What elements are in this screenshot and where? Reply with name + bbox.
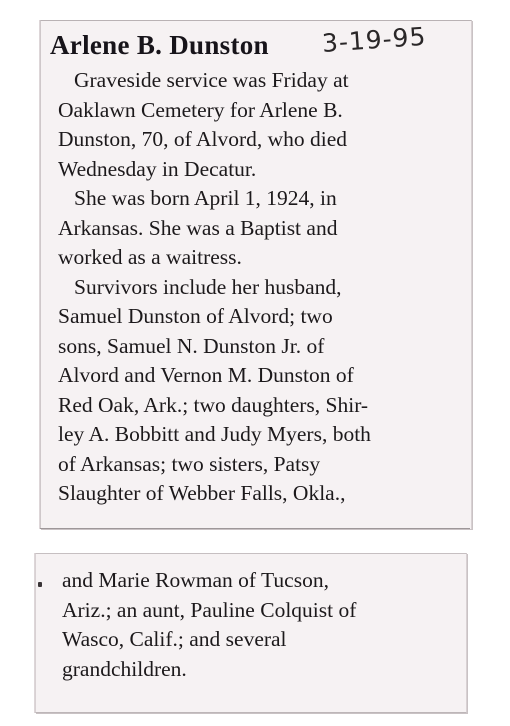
text-line: Dunston, 70, of Alvord, who died — [58, 127, 348, 151]
text-line: sons, Samuel N. Dunston Jr. of — [58, 333, 325, 358]
clipping-edge-line — [40, 528, 470, 529]
obituary-body-top — [58, 66, 371, 509]
text-line: Oaklawn Cemetery for Arlene B. — [58, 97, 343, 122]
obituary-title: Arlene B. Dunston — [50, 30, 269, 60]
text-line: Samuel Dunston of Alvord; two — [58, 304, 333, 328]
text-line: Arkansas. She was a Baptist and — [58, 215, 338, 240]
text-line: worked as a waitress. — [58, 245, 242, 269]
text-line: Graveside service was Friday at — [74, 68, 349, 92]
text-line: grandchildren. — [62, 656, 187, 681]
text-line: Ariz.; an aunt, Pauline Colquist of — [62, 597, 357, 622]
text-line: She was born April 1, 1924, in — [74, 186, 337, 210]
text-line: and Marie Rowman of Tucson, — [62, 568, 329, 592]
text-line: Wasco, Calif.; and several — [62, 627, 287, 651]
handwritten-date: 3-19-95 — [320, 21, 428, 58]
text-line: Alvord and Vernon M. Dunston of — [58, 363, 354, 387]
text-line: Red Oak, Ark.; two daughters, Shir- — [58, 392, 369, 417]
text-line: Survivors include her husband, — [74, 274, 342, 299]
text-line: Slaughter of Webber Falls, Okla., — [58, 481, 346, 505]
stray-ink-mark — [38, 582, 42, 587]
text-line: of Arkansas; two sisters, Patsy — [58, 451, 321, 476]
obituary-body-bottom — [62, 566, 356, 684]
text-line: ley A. Bobbitt and Judy Myers, both — [58, 422, 371, 446]
text-line: Wednesday in Decatur. — [58, 156, 257, 181]
